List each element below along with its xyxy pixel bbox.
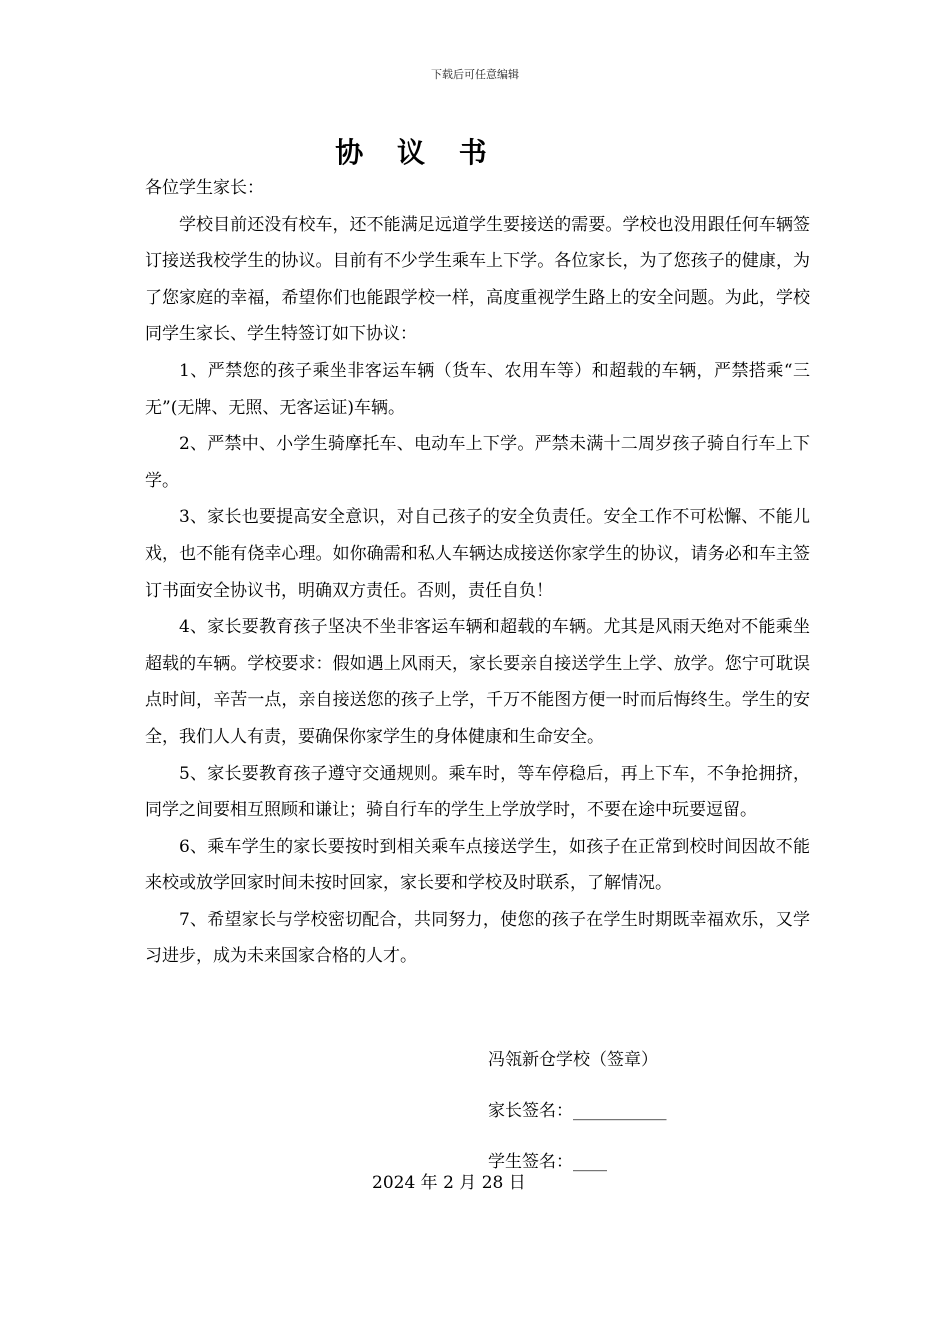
clause-7: 7、希望家长与学校密切配合，共同努力，使您的孩子在学生时期既幸福欢乐，又学习进步，成为未来国家合格的人才。 (145, 909, 810, 967)
header-note: 下载后可任意编辑 (431, 68, 519, 81)
school-signature: 冯瓴新仓学校（签章） (488, 1050, 658, 1070)
intro-paragraph: 学校目前还没有校车，还不能满足远道学生要接送的需要。学校也没用跟任何车辆签订接送我校学生的协议。目前有不少学生乘车上下学。各位家长，为了您孩子的健康，为了您家庭的幸福，希望你们也能跟学校一样，高度重视学生路上的安全问题。为此，学校同学生家长、学生特签订如下协议： (145, 214, 810, 345)
parent-signature-line: 家长签名：___________ (488, 1101, 667, 1121)
document-title: 协 议 书 (335, 136, 499, 169)
salutation: 各位学生家长： (145, 178, 264, 198)
document-date: 2024 年 2 月 28 日 (372, 1173, 526, 1193)
clause-1: 1、严禁您的孩子乘坐非客运车辆（货车、农用车等）和超载的车辆，严禁搭乘“三无”(无牌、无照、无客运证)车辆。 (145, 360, 810, 418)
student-signature-line: 学生签名：____ (488, 1152, 607, 1172)
clause-4: 4、家长要教育孩子坚决不坐非客运车辆和超载的车辆。尤其是风雨天绝对不能乘坐超载的车辆。学校要求：假如遇上风雨天，家长要亲自接送学生上学、放学。您宁可耽误点时间，辛苦一点，亲自接送您的孩子上学，千万不能图方便一时而后悔终生。学生的安全，我们人人有责，要确保你家学生的身体健康和生命安全。 (145, 617, 810, 747)
clause-3: 3、家长也要提高安全意识，对自己孩子的安全负责任。安全工作不可松懈、不能儿戏，也不能有侥幸心理。如你确需和私人车辆达成接送你家学生的协议，请务必和车主签订书面安全协议书，明确双方责任。否则，责任自负！ (145, 507, 810, 601)
document-body (145, 170, 810, 975)
clause-2: 2、严禁中、小学生骑摩托车、电动车上下学。严禁未满十二周岁孩子骑自行车上下学。 (145, 434, 810, 491)
clause-6: 6、乘车学生的家长要按时到相关乘车点接送学生，如孩子在正常到校时间因故不能来校或放学回家时间未按时回家，家长要和学校及时联系，了解情况。 (145, 836, 810, 894)
clause-5: 5、家长要教育孩子遵守交通规则。乘车时，等车停稳后，再上下车，不争抢拥挤，同学之间要相互照顾和谦让；骑自行车的学生上学放学时，不要在途中玩要逗留。 (145, 763, 810, 821)
